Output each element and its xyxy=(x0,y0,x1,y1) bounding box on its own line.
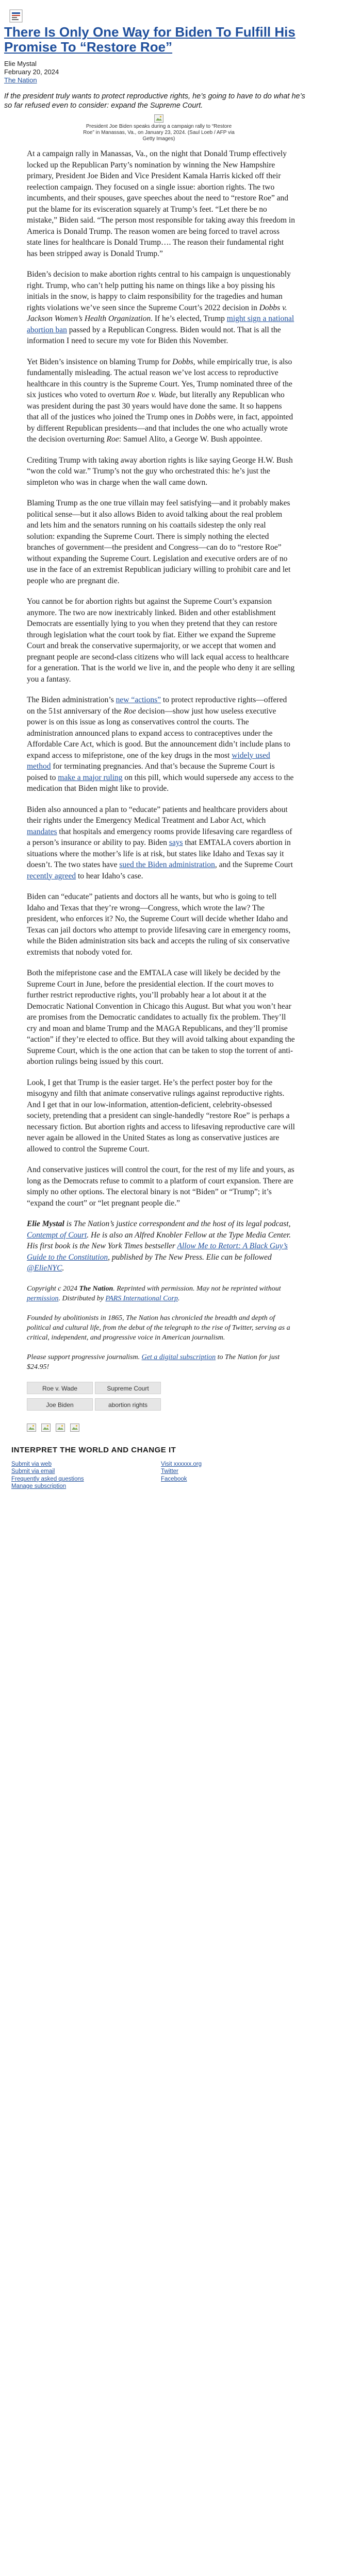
paragraph-1: At a campaign rally in Manassas, Va., on the night that Donald Trump effectively locked up the Republican Party’s nomination by winning the New Hampshire primary, President Joe Biden and Vice President Kamala Harris kicked off their reelection campaign. They focused on a single issue: abortion rights. The two incumbents, and their spouses, gave speeches about the need to “restore Roe” and put the blame for its evisceration squarely at Trump’s feet. “Let there be no mistake,” Biden said. “The person most responsible for taking away this freedom in America is Donald Trump. The reason women are being forced to travel across state lines for healthcare is Donald Trump…. The reason their fundamental right has been stripped away is Donald Trump.” xyxy=(27,149,295,258)
article-body xyxy=(27,148,295,1372)
interpret-left-links xyxy=(11,1461,161,1490)
digital-subscription-link[interactable]: Get a digital subscription xyxy=(141,1353,216,1361)
faq-link[interactable]: Frequently asked questions xyxy=(11,1476,84,1482)
article-headline[interactable]: There Is Only One Way for Biden To Fulfill His Promise To “Restore Roe” xyxy=(4,24,296,55)
byline-publication-link[interactable]: The Nation xyxy=(4,76,37,84)
says-link[interactable]: says xyxy=(169,838,183,847)
about-the-nation: Founded by abolitionists in 1865, The Nation has chronicled the breadth and depth of political and cultural life, from the debut of the telegraph to the rise of Twitter, serving as a critical, independent, and progressive voice in American journalism. xyxy=(27,1314,290,1342)
paragraph-11: Look, I get that Trump is the easier target. He’s the perfect poster boy for the misogyny and filth that animate conservative rulings against reproductive rights. And I get that in our low-information, attention-deficient, celebrity-obsessed society, pretending that a president can single-handedly “restore Roe” is perhaps a necessary fiction. But abortion rights and access to lifesaving reproductive care will never again be allowed in the United States as long as conservative justices are allowed to control the Supreme Court. xyxy=(27,1078,295,1154)
paragraph-9: Biden can “educate” patients and doctors all he wants, but who is going to tell Idaho and Texas that they’re wrong—Congress, which wrote the law? The president, who enforces it? No, the Supreme Court will decide whether Idaho and Texas can jail doctors who attempt to provide lifesaving care in emergency rooms, while the Biden administration sits back and accepts the ruling of six conservative extremists that nobody voted for. xyxy=(27,892,291,957)
case-name: Roe v. Wade xyxy=(137,391,176,399)
paragraph-2: Biden’s decision to make abortion rights central to his campaign is unquestionably right. Trump, who can’t help putting his name on things like a boy pissing his initials in the snow, is happy to claim responsibility for the tragedies and human rights violations we’ve seen since the Supreme Court’s 2022 decision in Dobbs v. Jackson Women’s Health Organization. If he’s elected, Trump might sign a national abortion ban passed by a Republican Congress. Biden would not. That is all the information I need to secure my vote for Biden this November. xyxy=(27,270,294,345)
submit-via-web-link[interactable]: Submit via web xyxy=(11,1461,52,1467)
major-ruling-link[interactable]: make a major ruling xyxy=(58,773,123,782)
paragraph-7: The Biden administration’s new “actions” to protect reproductive rights—offered on the 51st anniversary of the Roe decision—show just how useless executive power is on this issue as long as conservatives control the courts. The administration announced plans to expand access to contraceptives under the Affordable Care Act, which is good. But the announcement didn’t include plans to expand access to mifepristone, one of the key drugs in the most widely used method for terminating pregnancies. And that’s because the Supreme Court is poised to make a major ruling on this pill, which would supersede any access to the medication that Biden might like to provide. xyxy=(27,696,294,793)
byline-date: February 20, 2024 xyxy=(4,68,59,76)
case-name: Dobbs v. Jackson Women’s Health Organization xyxy=(27,303,287,323)
interpret-section xyxy=(4,1446,314,1490)
mandates-link[interactable]: mandates xyxy=(27,827,57,836)
share-twitter-icon[interactable] xyxy=(41,1423,51,1432)
case-name: Dobbs xyxy=(172,357,193,366)
author-bio: Elie Mystal is The Nation’s justice correspondent and the host of its legal podcast, Contempt of Court. He is also an Alfred Knobler Fellow at the Type Media Center. His first book is the New York Times bestseller Allow Me to Retort: A Black Guy’s Guide to the Constitution, published by The New Press. Elie can be followed @ElieNYC. xyxy=(27,1219,291,1273)
bio-author-name: Elie Mystal xyxy=(27,1219,64,1228)
newsletter-logo-icon[interactable] xyxy=(9,9,23,23)
national-abortion-ban-link[interactable]: might sign a national abortion ban xyxy=(27,314,294,334)
contempt-of-court-link[interactable]: Contempt of Court xyxy=(27,1230,87,1240)
tag-joe-biden[interactable]: Joe Biden xyxy=(27,1398,93,1411)
submit-via-email-link[interactable]: Submit via email xyxy=(11,1468,55,1475)
share-bar xyxy=(27,1423,361,1432)
manage-subscription-link[interactable]: Manage subscription xyxy=(11,1483,67,1489)
byline-author: Elie Mystal xyxy=(4,60,37,67)
visit-site-link[interactable]: Visit xxxxxx.org xyxy=(161,1461,202,1467)
allow-me-to-retort-link[interactable]: Allow Me to Retort: A Black Guy’s Guide to the Constitution xyxy=(27,1242,288,1262)
sued-biden-link[interactable]: sued the Biden administration xyxy=(119,860,215,869)
paragraph-5: Blaming Trump as the one true villain may feel satisfying—and it probably makes political sense—but it also allows Biden to avoid talking about the real problem and lets him and the senators running on his coattails sidestep the only real solution: expanding the Supreme Court. There is simply nothing the elected branches of government—the president and Congress—can do to “restore Roe” without expanding the Supreme Court. Legislation and executive orders are of no use in the face of an extremist Republican judiciary willing to prohibit care and let people who are pregnant die. xyxy=(27,499,291,585)
widely-used-method-link[interactable]: widely used method xyxy=(27,751,270,771)
copyright-publication: The Nation xyxy=(79,1284,113,1293)
paragraph-12: And conservative justices will control the court, for the rest of my life and yours, as long as the Democrats refuse to commit to a platform of court expansion. There are simply no other options. The electoral binary is not “Biden” or “Trump”; it’s “expand the court” or “let pregnant people die.” xyxy=(27,1165,294,1208)
tag-abortion-rights[interactable]: abortion rights xyxy=(95,1398,161,1411)
paragraph-6: You cannot be for abortion rights but against the Supreme Court’s expansion anymore. The two are now inextricably linked. Biden and other establishment Democrats are essentially lying to you when they pretend that they can restore through legislation what the court took by fiat. Either we expand the Supreme Court and break the conservative supermajority, or we accept that women and pregnant people are second-class citizens who will lack equal access to healthcare for a generation. That is the world we live in, and the people who deny it are selling you a fantasy. xyxy=(27,597,295,684)
tag-roe-v-wade[interactable]: Roe v. Wade xyxy=(27,1382,93,1394)
interpret-links xyxy=(11,1461,314,1490)
tag-list xyxy=(27,1382,295,1415)
broken-image-icon xyxy=(154,114,163,123)
case-name: Roe xyxy=(123,706,136,716)
interpret-heading: INTERPRET THE WORLD AND CHANGE IT xyxy=(11,1445,176,1454)
tag-supreme-court[interactable]: Supreme Court xyxy=(95,1382,161,1394)
paragraph-4: Crediting Trump with taking away abortion rights is like saying George H.W. Bush “won the cold war.” Trump’s not the guy who orchestrated this: he’s just the simpleton who was in charge when the wall came down. xyxy=(27,455,293,487)
share-print-icon[interactable] xyxy=(70,1423,79,1432)
about-publication: The Nation xyxy=(126,1314,158,1322)
subscribe-promo: Please support progressive journalism. Get a digital subscription to The Nation for just $24.95! xyxy=(27,1353,280,1371)
article-dek: If the president truly wants to protect reproductive rights, he’s going to have to do what he’s so far refused even to consider: expand the Supreme Court. xyxy=(4,92,305,110)
copyright-notice: Copyright c 2024 The Nation. Reprinted with permission. May not be reprinted without permission. Distributed by PARS International Corp. xyxy=(27,1284,281,1302)
photo-block xyxy=(81,114,236,142)
interpret-right-links xyxy=(161,1461,310,1490)
share-facebook-icon[interactable] xyxy=(27,1423,36,1432)
case-name: Roe xyxy=(106,435,119,444)
bio-publication: The Nation xyxy=(73,1219,110,1228)
article-column xyxy=(0,25,361,1490)
paragraph-10: Both the mifepristone case and the EMTALA case will likely be decided by the Supreme Court in June, before the presidential election. If the court moves to further restrict reproductive rights, you’ll probably hear a lot about it at the Democratic National Convention in Chicago this August. But what you won’t hear are promises from the Democratic candidates to actually fix the problem. They’ll cry and moan and blame Trump and the MAGA Republicans, and they’ll promise “action” if they’re elected to office. But they will avoid talking about expanding the Supreme Court, which is the one action that can be taken to stop the torrent of anti-abortion rulings being issued by this court. xyxy=(27,969,295,1066)
twitter-link[interactable]: Twitter xyxy=(161,1468,178,1475)
paragraph-8: Biden also announced a plan to “educate” patients and healthcare providers about their rights under the Emergency Medical Treatment and Labor Act, which mandates that hospitals and emergency rooms provide lifesaving care regardless of a person’s insurance or ability to pay. Biden says that EMTALA covers abortion in situations where the mother’s life is at risk, but states like Idaho and Texas say it doesn’t. The two states have sued the Biden administration, and the Supreme Court recently agreed to hear Idaho’s case. xyxy=(27,805,293,880)
paragraph-3: Yet Biden’s insistence on blaming Trump for Dobbs, while empirically true, is also fundamentally misleading. The actual reason we’ve lost access to reproductive healthcare in this country is the Supreme Court. Yes, Trump nominated three of the six justices who voted to overturn Roe v. Wade, but literally any Republican who was president during the past 30 years would have done the same. It so happens that all of the justices who joined the Trump ones in Dobbs were, in fact, appointed by different Republican presidents—and that includes the one who actually wrote the decision overturning Roe: Samuel Alito, a George W. Bush appointee. xyxy=(27,357,293,444)
elienyc-link[interactable]: @ElieNYC xyxy=(27,1264,62,1273)
new-actions-link[interactable]: new “actions” xyxy=(116,696,161,704)
pars-international-link[interactable]: PARS International Corp xyxy=(105,1294,178,1302)
permission-link[interactable]: permission xyxy=(27,1294,59,1302)
facebook-link[interactable]: Facebook xyxy=(161,1476,187,1482)
recently-agreed-link[interactable]: recently agreed xyxy=(27,871,76,880)
photo-caption: President Joe Biden speaks during a campaign rally to “Restore Roe” in Manassas, Va., on January 23, 2024. (Saul Loeb / AFP via Getty Images) xyxy=(83,124,235,142)
case-name: Dobbs xyxy=(194,413,216,421)
share-email-icon[interactable] xyxy=(56,1423,65,1432)
